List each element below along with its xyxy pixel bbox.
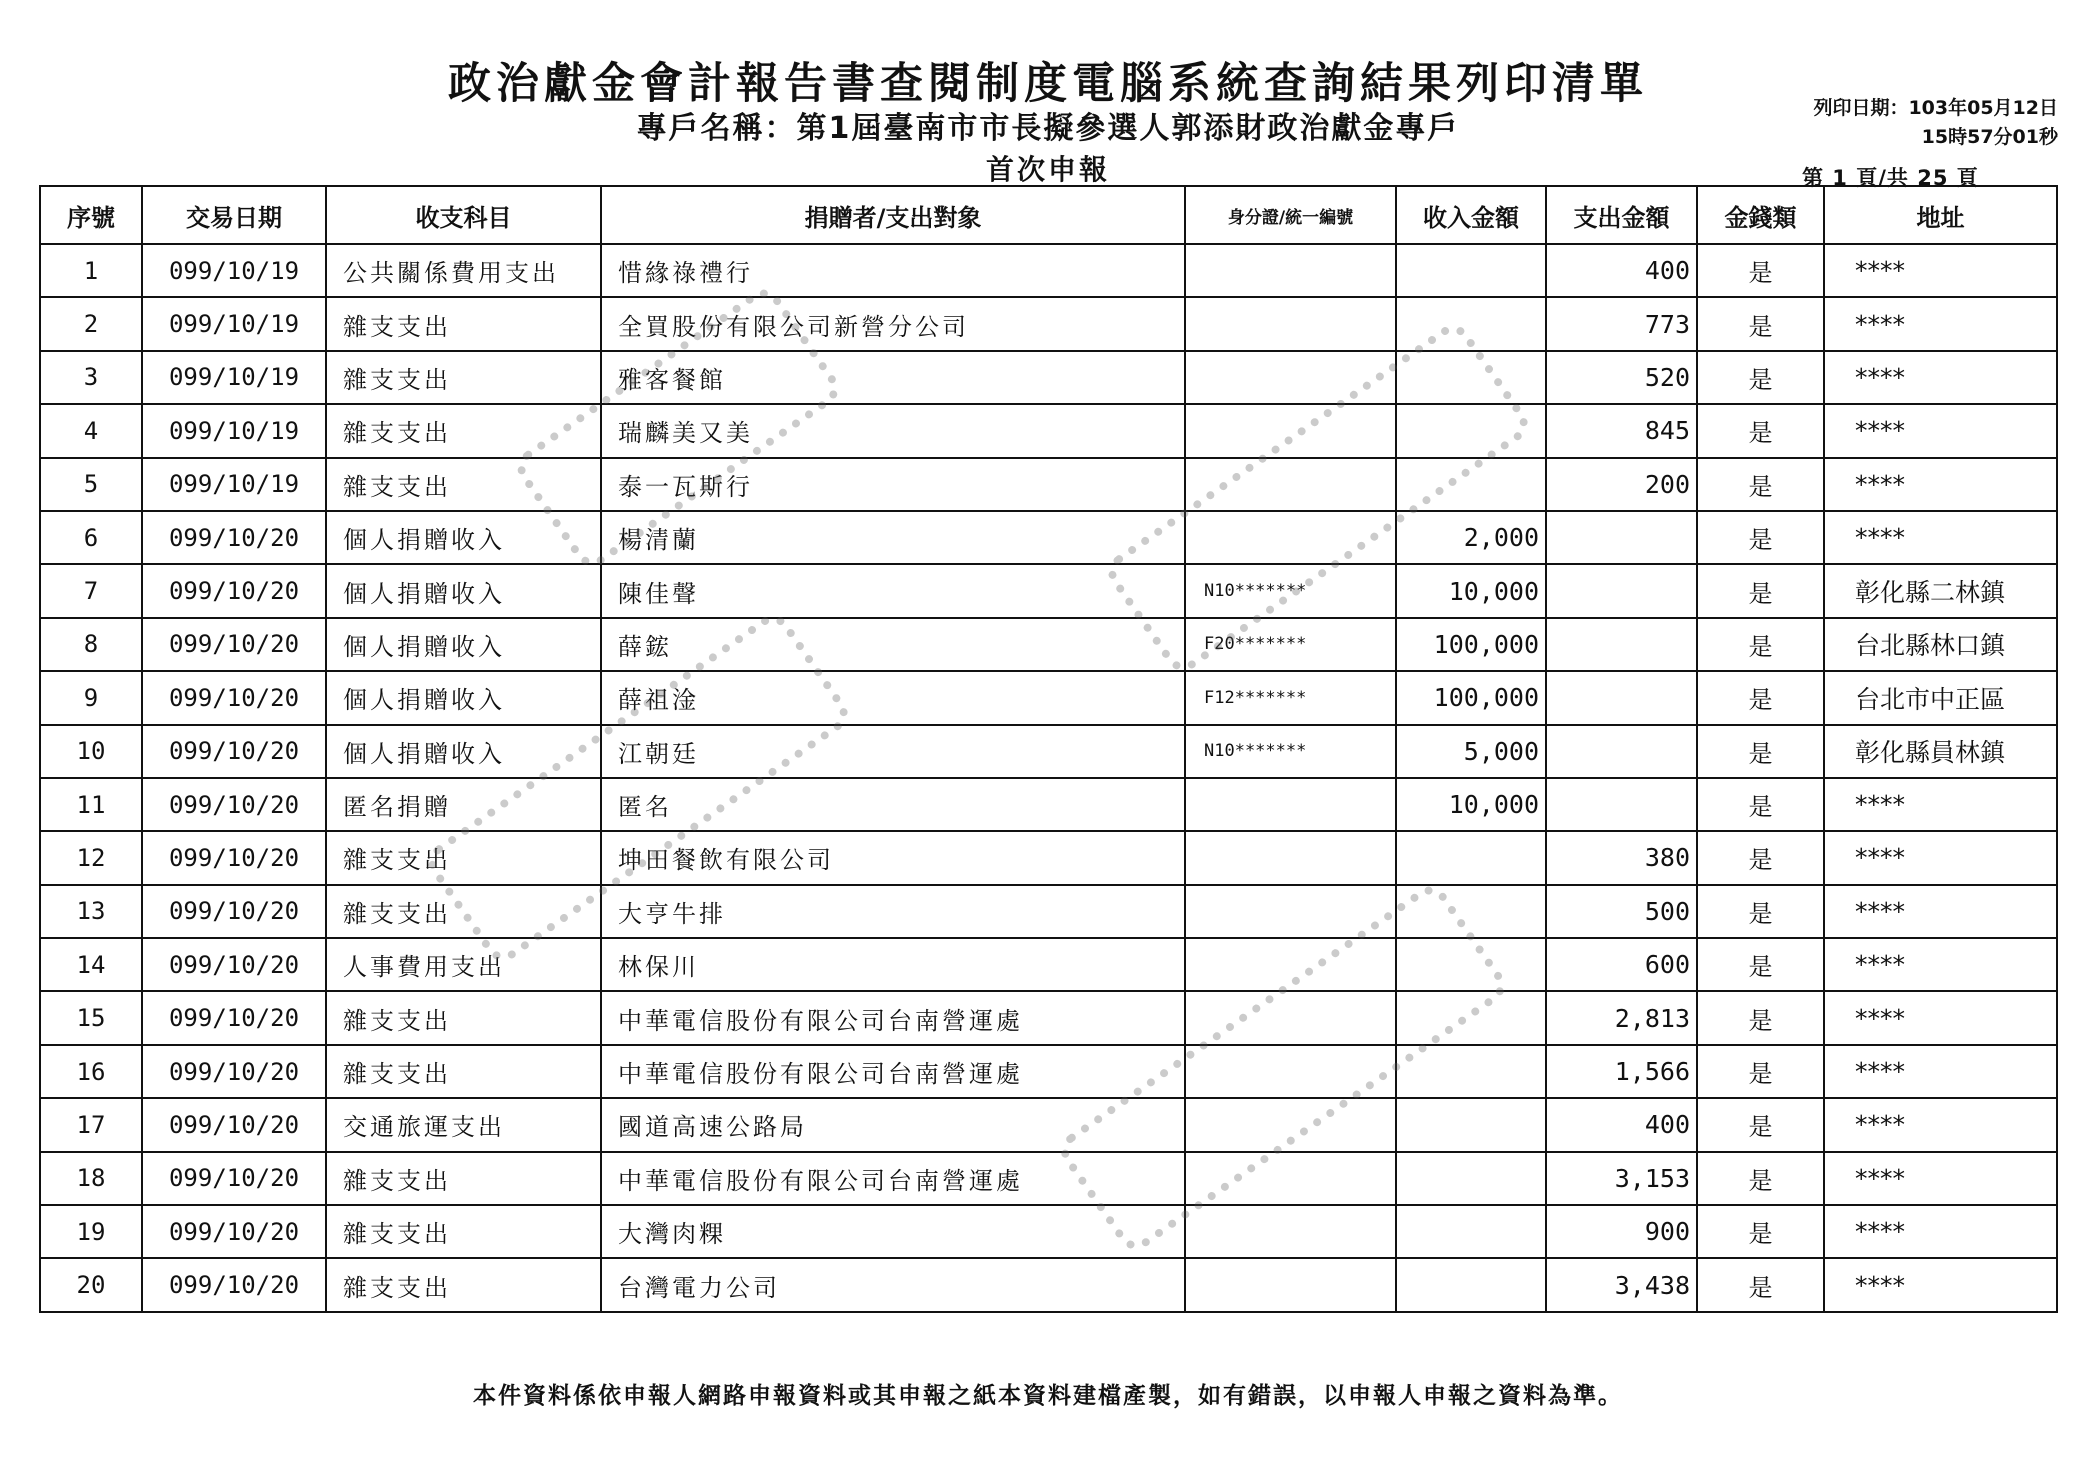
cell-money-type: 是: [1697, 831, 1824, 884]
cell-money-type: 是: [1697, 1205, 1824, 1258]
cell-money-type: 是: [1697, 1258, 1824, 1311]
table-row: [40, 725, 2057, 778]
table-row: [40, 351, 2057, 404]
table-row: [40, 458, 2057, 511]
header-income: 收入金額: [1396, 186, 1546, 244]
cell-seq: 13: [40, 885, 142, 938]
cell-date: 099/10/20: [142, 725, 326, 778]
cell-date: 099/10/19: [142, 404, 326, 457]
cell-category: 個人捐贈收入: [326, 725, 601, 778]
cell-date: 099/10/20: [142, 1152, 326, 1205]
cell-money-type: 是: [1697, 511, 1824, 564]
cell-money-type: 是: [1697, 1045, 1824, 1098]
cell-expense: 380: [1546, 831, 1697, 884]
cell-address: ****: [1824, 885, 2057, 938]
cell-income: [1396, 1152, 1546, 1205]
cell-expense: 3,153: [1546, 1152, 1697, 1205]
cell-income: [1396, 1205, 1546, 1258]
cell-id: [1185, 938, 1396, 991]
cell-party: 匿名: [601, 778, 1185, 831]
cell-money-type: 是: [1697, 725, 1824, 778]
cell-category: 個人捐贈收入: [326, 618, 601, 671]
cell-seq: 17: [40, 1098, 142, 1151]
cell-income: [1396, 885, 1546, 938]
cell-income: 5,000: [1396, 725, 1546, 778]
cell-id: N10*******: [1185, 564, 1396, 617]
cell-money-type: 是: [1697, 991, 1824, 1044]
cell-id: [1185, 1152, 1396, 1205]
table-row: [40, 511, 2057, 564]
cell-seq: 20: [40, 1258, 142, 1311]
cell-party: 薛鋐: [601, 618, 1185, 671]
cell-seq: 12: [40, 831, 142, 884]
cell-expense: 400: [1546, 1098, 1697, 1151]
cell-id: [1185, 1205, 1396, 1258]
cell-category: 個人捐贈收入: [326, 564, 601, 617]
cell-id: [1185, 1258, 1396, 1311]
cell-expense: 1,566: [1546, 1045, 1697, 1098]
cell-party: 陳佳聲: [601, 564, 1185, 617]
print-date: [1813, 94, 2058, 152]
cell-address: ****: [1824, 351, 2057, 404]
cell-date: 099/10/19: [142, 244, 326, 297]
cell-income: 100,000: [1396, 671, 1546, 724]
cell-date: 099/10/19: [142, 297, 326, 350]
cell-seq: 2: [40, 297, 142, 350]
table-row: [40, 618, 2057, 671]
cell-income: [1396, 404, 1546, 457]
table-header-row: [40, 186, 2057, 244]
page-info: 第 1 頁/共 25 頁: [1802, 166, 1979, 190]
cell-address: ****: [1824, 1045, 2057, 1098]
table-row: [40, 1045, 2057, 1098]
cell-expense: [1546, 511, 1697, 564]
cell-income: 2,000: [1396, 511, 1546, 564]
cell-expense: [1546, 618, 1697, 671]
cell-category: 雜支支出: [326, 1152, 601, 1205]
table-row: [40, 404, 2057, 457]
cell-date: 099/10/20: [142, 618, 326, 671]
cell-income: [1396, 1045, 1546, 1098]
cell-id: N10*******: [1185, 725, 1396, 778]
cell-address: ****: [1824, 1205, 2057, 1258]
header-seq: 序號: [40, 186, 142, 244]
cell-category: 個人捐贈收入: [326, 671, 601, 724]
cell-party: 全買股份有限公司新營分公司: [601, 297, 1185, 350]
cell-category: 雜支支出: [326, 885, 601, 938]
cell-id: [1185, 991, 1396, 1044]
table-row: [40, 1205, 2057, 1258]
cell-expense: 773: [1546, 297, 1697, 350]
cell-income: [1396, 244, 1546, 297]
cell-date: 099/10/20: [142, 671, 326, 724]
header-id: 身分證/統一編號: [1185, 186, 1396, 244]
cell-id: [1185, 351, 1396, 404]
cell-category: 雜支支出: [326, 1045, 601, 1098]
cell-date: 099/10/19: [142, 351, 326, 404]
cell-expense: 200: [1546, 458, 1697, 511]
cell-expense: 500: [1546, 885, 1697, 938]
cell-date: 099/10/20: [142, 1098, 326, 1151]
cell-expense: 900: [1546, 1205, 1697, 1258]
submission-type: 首次申報: [985, 153, 1110, 186]
header-date: 交易日期: [142, 186, 326, 244]
cell-expense: [1546, 725, 1697, 778]
report-title: 政治獻金會計報告書查閱制度電腦系統查詢結果列印清單: [448, 59, 1648, 109]
cell-income: 100,000: [1396, 618, 1546, 671]
cell-money-type: 是: [1697, 938, 1824, 991]
cell-party: 大亨牛排: [601, 885, 1185, 938]
cell-category: 雜支支出: [326, 351, 601, 404]
cell-party: 泰一瓦斯行: [601, 458, 1185, 511]
cell-id: [1185, 885, 1396, 938]
cell-category: 雜支支出: [326, 1205, 601, 1258]
cell-seq: 11: [40, 778, 142, 831]
cell-income: [1396, 1098, 1546, 1151]
header-address: 地址: [1824, 186, 2057, 244]
cell-category: 人事費用支出: [326, 938, 601, 991]
cell-expense: 400: [1546, 244, 1697, 297]
cell-id: [1185, 244, 1396, 297]
cell-date: 099/10/20: [142, 564, 326, 617]
cell-date: 099/10/20: [142, 1205, 326, 1258]
cell-category: 雜支支出: [326, 458, 601, 511]
cell-seq: 6: [40, 511, 142, 564]
cell-id: [1185, 458, 1396, 511]
cell-party: 國道高速公路局: [601, 1098, 1185, 1151]
cell-party: 坤田餐飲有限公司: [601, 831, 1185, 884]
table-row: [40, 564, 2057, 617]
cell-date: 099/10/19: [142, 458, 326, 511]
cell-seq: 4: [40, 404, 142, 457]
cell-expense: 520: [1546, 351, 1697, 404]
cell-party: 台灣電力公司: [601, 1258, 1185, 1311]
cell-expense: 600: [1546, 938, 1697, 991]
table-row: [40, 778, 2057, 831]
cell-address: ****: [1824, 244, 2057, 297]
cell-address: ****: [1824, 404, 2057, 457]
cell-address: ****: [1824, 297, 2057, 350]
cell-income: [1396, 297, 1546, 350]
cell-address: ****: [1824, 831, 2057, 884]
cell-seq: 8: [40, 618, 142, 671]
header-money-type: 金錢類: [1697, 186, 1824, 244]
cell-date: 099/10/20: [142, 885, 326, 938]
cell-id: [1185, 778, 1396, 831]
cell-money-type: 是: [1697, 618, 1824, 671]
table-row: [40, 297, 2057, 350]
cell-category: 雜支支出: [326, 991, 601, 1044]
table-row: [40, 831, 2057, 884]
cell-money-type: 是: [1697, 351, 1824, 404]
cell-address: ****: [1824, 1098, 2057, 1151]
cell-date: 099/10/20: [142, 991, 326, 1044]
cell-id: F20*******: [1185, 618, 1396, 671]
cell-party: 惜緣祿禮行: [601, 244, 1185, 297]
table-row: [40, 1098, 2057, 1151]
account-name: 專戶名稱：第1屆臺南市市長擬參選人郭添財政治獻金專戶: [636, 111, 1460, 146]
header-party: 捐贈者/支出對象: [601, 186, 1185, 244]
cell-address: ****: [1824, 1258, 2057, 1311]
cell-id: [1185, 404, 1396, 457]
cell-category: 匿名捐贈: [326, 778, 601, 831]
cell-seq: 19: [40, 1205, 142, 1258]
cell-money-type: 是: [1697, 778, 1824, 831]
cell-party: 瑞麟美又美: [601, 404, 1185, 457]
header-expense: 支出金額: [1546, 186, 1697, 244]
table-row: [40, 671, 2057, 724]
cell-expense: [1546, 671, 1697, 724]
cell-money-type: 是: [1697, 671, 1824, 724]
cell-category: 個人捐贈收入: [326, 511, 601, 564]
cell-money-type: 是: [1697, 404, 1824, 457]
cell-party: 楊清蘭: [601, 511, 1185, 564]
cell-money-type: 是: [1697, 297, 1824, 350]
cell-address: ****: [1824, 938, 2057, 991]
cell-address: 彰化縣二林鎮: [1824, 564, 2057, 617]
cell-party: 中華電信股份有限公司台南營運處: [601, 1045, 1185, 1098]
cell-party: 大灣肉粿: [601, 1205, 1185, 1258]
cell-party: 江朝廷: [601, 725, 1185, 778]
cell-party: 雅客餐館: [601, 351, 1185, 404]
cell-date: 099/10/20: [142, 938, 326, 991]
cell-party: 中華電信股份有限公司台南營運處: [601, 1152, 1185, 1205]
cell-seq: 5: [40, 458, 142, 511]
cell-category: 公共關係費用支出: [326, 244, 601, 297]
cell-seq: 1: [40, 244, 142, 297]
print-date-line2: 15時57分01秒: [1921, 126, 2058, 148]
cell-income: [1396, 458, 1546, 511]
cell-money-type: 是: [1697, 458, 1824, 511]
cell-category: 雜支支出: [326, 404, 601, 457]
cell-category: 雜支支出: [326, 1258, 601, 1311]
table-row: [40, 1258, 2057, 1311]
cell-party: 薛祖淦: [601, 671, 1185, 724]
print-date-line1: 列印日期：103年05月12日: [1813, 97, 2058, 119]
table-row: [40, 1152, 2057, 1205]
cell-income: 10,000: [1396, 564, 1546, 617]
cell-money-type: 是: [1697, 564, 1824, 617]
cell-date: 099/10/20: [142, 511, 326, 564]
cell-expense: 2,813: [1546, 991, 1697, 1044]
cell-address: ****: [1824, 1152, 2057, 1205]
cell-income: [1396, 351, 1546, 404]
cell-expense: 3,438: [1546, 1258, 1697, 1311]
cell-id: F12*******: [1185, 671, 1396, 724]
cell-seq: 14: [40, 938, 142, 991]
table-row: [40, 991, 2057, 1044]
cell-seq: 10: [40, 725, 142, 778]
cell-id: [1185, 1045, 1396, 1098]
cell-money-type: 是: [1697, 1152, 1824, 1205]
cell-category: 交通旅運支出: [326, 1098, 601, 1151]
table-row: [40, 885, 2057, 938]
cell-income: [1396, 991, 1546, 1044]
cell-income: 10,000: [1396, 778, 1546, 831]
cell-income: [1396, 1258, 1546, 1311]
cell-category: 雜支支出: [326, 831, 601, 884]
cell-expense: 845: [1546, 404, 1697, 457]
cell-address: 台北縣林口鎮: [1824, 618, 2057, 671]
cell-address: ****: [1824, 511, 2057, 564]
cell-seq: 9: [40, 671, 142, 724]
cell-address: ****: [1824, 991, 2057, 1044]
header-category: 收支科目: [326, 186, 601, 244]
cell-date: 099/10/20: [142, 831, 326, 884]
cell-address: ****: [1824, 458, 2057, 511]
cell-money-type: 是: [1697, 244, 1824, 297]
cell-seq: 3: [40, 351, 142, 404]
cell-date: 099/10/20: [142, 778, 326, 831]
cell-expense: [1546, 564, 1697, 617]
cell-seq: 15: [40, 991, 142, 1044]
cell-address: 台北市中正區: [1824, 671, 2057, 724]
cell-income: [1396, 938, 1546, 991]
cell-party: 林保川: [601, 938, 1185, 991]
cell-id: [1185, 511, 1396, 564]
cell-date: 099/10/20: [142, 1258, 326, 1311]
cell-address: 彰化縣員林鎮: [1824, 725, 2057, 778]
cell-seq: 7: [40, 564, 142, 617]
cell-money-type: 是: [1697, 1098, 1824, 1151]
cell-date: 099/10/20: [142, 1045, 326, 1098]
table-row: [40, 938, 2057, 991]
cell-address: ****: [1824, 778, 2057, 831]
cell-id: [1185, 1098, 1396, 1151]
cell-money-type: 是: [1697, 885, 1824, 938]
cell-id: [1185, 831, 1396, 884]
transactions-table: [39, 185, 2058, 1313]
footer-note: 本件資料係依申報人網路申報資料或其申報之紙本資料建檔產製，如有錯誤，以申報人申報之資料為準。: [473, 1383, 1623, 1409]
cell-category: 雜支支出: [326, 297, 601, 350]
cell-seq: 16: [40, 1045, 142, 1098]
cell-id: [1185, 297, 1396, 350]
cell-income: [1396, 831, 1546, 884]
table-row: [40, 244, 2057, 297]
cell-seq: 18: [40, 1152, 142, 1205]
cell-party: 中華電信股份有限公司台南營運處: [601, 991, 1185, 1044]
cell-expense: [1546, 778, 1697, 831]
